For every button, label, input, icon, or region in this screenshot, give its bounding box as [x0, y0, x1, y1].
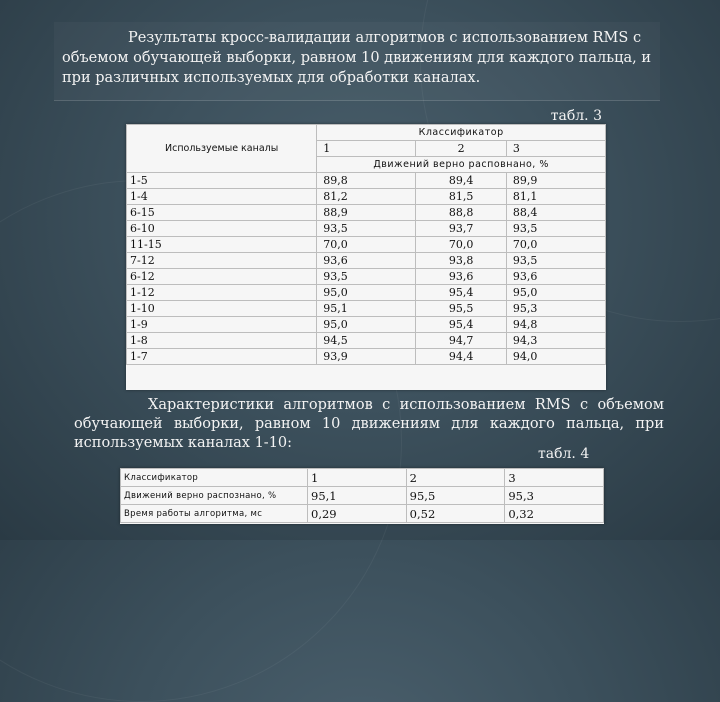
accuracy-cell: 93,5	[506, 221, 605, 237]
table-row	[127, 253, 606, 269]
accuracy-cell: 89,9	[506, 173, 605, 189]
value-cell: 0,32	[505, 505, 604, 523]
accuracy-cell: 88,9	[317, 205, 416, 221]
accuracy-cell: 89,4	[416, 173, 507, 189]
accuracy-cell: 95,3	[506, 301, 605, 317]
table-row	[127, 237, 606, 253]
accuracy-cell: 93,6	[506, 269, 605, 285]
channels-cell: 7-12	[127, 253, 317, 269]
accuracy-cell: 93,6	[416, 269, 507, 285]
table3-body	[127, 173, 606, 365]
accuracy-cell: 93,8	[416, 253, 507, 269]
accuracy-cell: 93,5	[317, 269, 416, 285]
channels-cell: 11-15	[127, 237, 317, 253]
channels-cell: 1-10	[127, 301, 317, 317]
classifier-col-1: 1	[317, 141, 416, 157]
accuracy-cell: 88,8	[416, 205, 507, 221]
channels-cell: 6-10	[127, 221, 317, 237]
value-cell: 95,5	[406, 487, 505, 505]
channels-cell: 6-15	[127, 205, 317, 221]
row-label-cell: Движений верно распознано, %	[121, 487, 308, 505]
accuracy-cell: 95,4	[416, 285, 507, 301]
value-cell: 95,1	[308, 487, 407, 505]
table-row	[127, 333, 606, 349]
accuracy-cell: 94,5	[317, 333, 416, 349]
accuracy-cell: 94,0	[506, 349, 605, 365]
accuracy-cell: 93,5	[317, 221, 416, 237]
table-row	[127, 189, 606, 205]
results-table-4	[120, 468, 604, 524]
channels-cell: 1-9	[127, 317, 317, 333]
table3-caption: табл. 3	[550, 108, 602, 124]
value-cell: 95,3	[505, 487, 604, 505]
channels-cell: 1-7	[127, 349, 317, 365]
accuracy-cell: 93,5	[506, 253, 605, 269]
channels-header: Используемые каналы	[127, 125, 317, 173]
channels-cell: 6-12	[127, 269, 317, 285]
table-row	[127, 317, 606, 333]
channels-cell: 1-5	[127, 173, 317, 189]
accuracy-cell: 81,2	[317, 189, 416, 205]
accuracy-cell: 95,4	[416, 317, 507, 333]
table-row	[121, 505, 604, 523]
accuracy-cell: 70,0	[416, 237, 507, 253]
row-label-cell: Время работы алгоритма, мс	[121, 505, 308, 523]
accuracy-cell: 94,8	[506, 317, 605, 333]
table-row	[127, 285, 606, 301]
accuracy-cell: 93,7	[416, 221, 507, 237]
accuracy-cell: 89,8	[317, 173, 416, 189]
accuracy-cell: 70,0	[317, 237, 416, 253]
accuracy-cell: 88,4	[506, 205, 605, 221]
classifier-col-3: 3	[506, 141, 605, 157]
value-cell: 1	[308, 469, 407, 487]
accuracy-cell: 94,7	[416, 333, 507, 349]
table-row	[127, 301, 606, 317]
accuracy-cell: 95,5	[416, 301, 507, 317]
accuracy-cell: 94,4	[416, 349, 507, 365]
classifier-header: Классификатор	[317, 125, 606, 141]
accuracy-cell: 93,6	[317, 253, 416, 269]
classifier-col-2: 2	[416, 141, 507, 157]
table-row	[127, 205, 606, 221]
table4-body	[121, 469, 604, 523]
accuracy-cell: 81,5	[416, 189, 507, 205]
accuracy-cell: 70,0	[506, 237, 605, 253]
table4-caption: табл. 4	[538, 446, 590, 462]
value-cell: 0,29	[308, 505, 407, 523]
table-row	[127, 349, 606, 365]
results-table-3	[126, 124, 606, 390]
accuracy-cell: 95,0	[317, 317, 416, 333]
intro-paragraph: Результаты кросс-валидации алгоритмов с использованием RMS с объемом обучающей выборки, равном 10 движениям для каждого пальца, и при различных используемых для обработки каналах.	[62, 30, 652, 86]
value-cell: 3	[505, 469, 604, 487]
channels-cell: 1-4	[127, 189, 317, 205]
value-cell: 2	[406, 469, 505, 487]
table-row	[127, 221, 606, 237]
value-cell: 0,52	[406, 505, 505, 523]
accuracy-cell: 95,0	[506, 285, 605, 301]
table-row	[127, 269, 606, 285]
accuracy-subheader: Движений верно расповнано, %	[317, 157, 606, 173]
accuracy-cell: 94,3	[506, 333, 605, 349]
table-row	[121, 469, 604, 487]
table-row	[121, 487, 604, 505]
summary-paragraph: Характеристики алгоритмов с использованием RMS с объемом обучающей выборки, равном 10 движениям для каждого пальца, при используемых каналах 1-10:	[74, 397, 664, 451]
table-row	[127, 173, 606, 189]
accuracy-cell: 95,0	[317, 285, 416, 301]
accuracy-cell: 93,9	[317, 349, 416, 365]
channels-cell: 1-8	[127, 333, 317, 349]
accuracy-cell: 81,1	[506, 189, 605, 205]
accuracy-cell: 95,1	[317, 301, 416, 317]
row-label-cell: Классификатор	[121, 469, 308, 487]
channels-cell: 1-12	[127, 285, 317, 301]
